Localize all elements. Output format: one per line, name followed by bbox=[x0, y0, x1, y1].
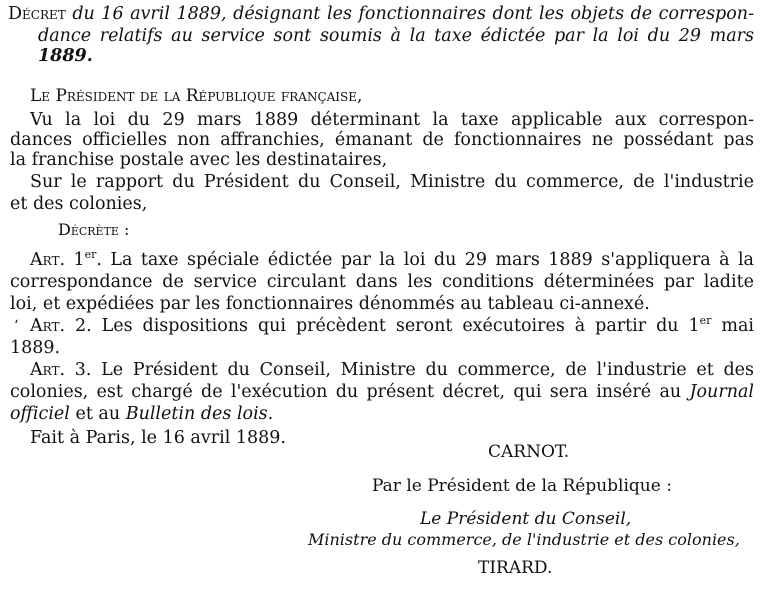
article-3-line-1: Art. 3. Le Président du Conseil, Ministre du commerce, de l'industrie et des bbox=[30, 360, 754, 380]
president-heading: Le Président de la République française, bbox=[30, 86, 363, 106]
article-2-line-2: 1889. bbox=[10, 338, 61, 358]
article-1-label: Art. 1 bbox=[30, 250, 85, 270]
countersign-tirard: TIRARD. bbox=[478, 558, 553, 578]
article-3-line-2: colonies, est chargé de l'exécution du présent décret, qui sera inséré au Journal bbox=[10, 382, 754, 402]
officiel-word: officiel bbox=[10, 404, 70, 424]
vu-line-3: la franchise postale avec les destinataires, bbox=[10, 150, 388, 170]
article-2-line-1: Art. 2. Les dispositions qui précèdent seront exécutoires à partir du 1er mai bbox=[30, 316, 754, 336]
article-1-line-3: loi, et expédiées par les fonctionnaires dénommés au tableau ci-annexé. bbox=[10, 294, 650, 314]
rapport-line-1: Sur le rapport du Président du Conseil, Ministre du commerce, de l'industrie bbox=[30, 172, 754, 192]
article-2-date-sup: er bbox=[699, 316, 712, 328]
role-title: Le Président du Conseil, bbox=[420, 509, 632, 529]
decree-title-label: Décret bbox=[8, 4, 66, 24]
fait-line: Fait à Paris, le 16 avril 1889. bbox=[30, 428, 286, 448]
decrete-heading: Décrète : bbox=[58, 220, 130, 239]
vu-line-2: dances officielles non affranchies, émanant de fonctionnaires ne possédant pas bbox=[10, 130, 754, 150]
journal-title: Journal bbox=[689, 382, 754, 402]
article-1-label-sup: er bbox=[84, 250, 97, 262]
par-le-president: Par le Président de la République : bbox=[372, 476, 672, 496]
article-3-label: Art. 3. bbox=[30, 360, 92, 380]
article-3-line-3: officiel et au Bulletin des lois. bbox=[10, 404, 274, 424]
vu-line-1: Vu la loi du 29 mars 1889 déterminant la taxe applicable aux correspon- bbox=[30, 110, 754, 130]
margin-mark: ‘ bbox=[14, 318, 19, 334]
rapport-line-2: et des colonies, bbox=[10, 194, 148, 214]
bulletin-title: Bulletin des lois bbox=[125, 404, 268, 424]
signatory-carnot: CARNOT. bbox=[488, 442, 570, 462]
decree-title-line-2: dance relatifs au service sont soumis à la taxe édictée par la loi du 29 mars bbox=[38, 26, 754, 46]
role-ministry: Ministre du commerce, de l'industrie et des colonies, bbox=[308, 530, 740, 549]
article-2-label: Art. 2. bbox=[30, 316, 92, 336]
decree-title-line-1: Décret du 16 avril 1889, désignant les fonctionnaires dont les objets de correspon- bbox=[8, 4, 754, 24]
article-1-line-2: correspondance de service circulant dans les conditions déterminées par ladite bbox=[10, 272, 754, 292]
decree-title-line-3: 1889. bbox=[38, 46, 93, 66]
article-1-line-1: Art. 1er. La taxe spéciale édictée par la loi du 29 mars 1889 s'appliquera à la bbox=[30, 250, 754, 270]
